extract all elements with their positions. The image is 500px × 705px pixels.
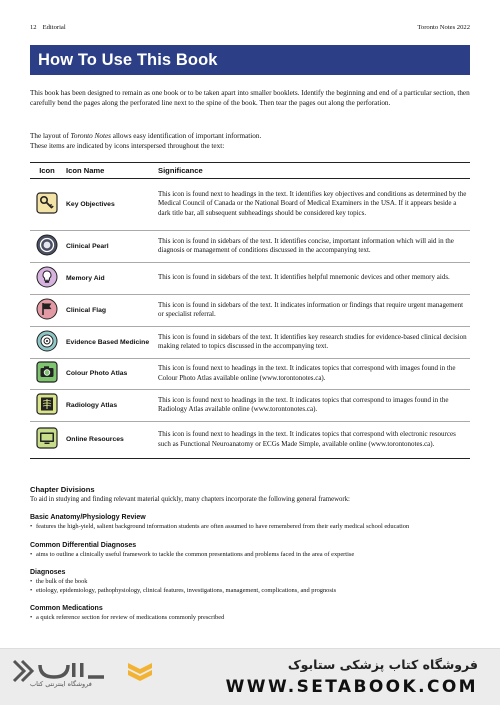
online-resources-icon [36, 427, 58, 452]
header-significance: Significance [158, 163, 470, 179]
page-header [30, 24, 470, 31]
evidence-icon [36, 330, 58, 355]
icon-significance: This icon is found next to headings in the text. It indicates topics that correspond with electronic resources such as Functional Neuroanatomy or ECGs Made Simple, available online (www.torontonotes.ca). [158, 422, 470, 459]
table-row [30, 327, 470, 359]
title-bar [30, 45, 470, 75]
section-name: Editorial [42, 24, 66, 31]
header-icon: Icon [30, 163, 64, 179]
layout-text-after: allows easy identification of important information. [110, 132, 262, 140]
chapter-divisions-intro: To aid in studying and finding relevant material quickly, many chapters incorporate the following general framework: [30, 496, 350, 503]
layout-text-before: The layout of [30, 132, 71, 140]
table-row [30, 295, 470, 327]
chapter-divisions [30, 485, 470, 623]
table-row [30, 263, 470, 295]
icon-significance: This icon is found next to headings in the text. It indicates topics that correspond to images found in the Radiology Atlas available online (www.torontonotes.ca). [158, 390, 470, 422]
list-item: • features the high-yield, salient background information students are often assumed to have remembered from their early medical school education [30, 523, 470, 532]
table-row [30, 359, 470, 390]
icon-name: Clinical Pearl [64, 231, 158, 263]
division-diagnoses [30, 568, 470, 595]
banner-brand-fa: فروشگاه اینترنتی کتاب [30, 680, 92, 688]
icon-name: Colour Photo Atlas [64, 359, 158, 390]
page-number: 12 [30, 24, 37, 31]
icon-name: Radiology Atlas [64, 390, 158, 422]
chapter-divisions-heading: Chapter Divisions [30, 485, 95, 494]
lightbulb-icon [36, 266, 58, 291]
page-title: How To Use This Book [38, 50, 218, 69]
xray-icon [36, 393, 58, 418]
page-header-left [30, 24, 72, 31]
list-item: • the bulk of the book [30, 578, 470, 587]
icons-explanation: These items are indicated by icons interspersed throughout the text: [30, 141, 225, 150]
table-row [30, 422, 470, 459]
flag-icon [36, 298, 58, 323]
icon-significance: This icon is found next to headings in the text. It indicates topics that correspond with images found in the Colour Photo Atlas available online (www.torontonotes.ca). [158, 359, 470, 390]
list-item: • a quick reference section for review of medications commonly prescribed [30, 614, 470, 623]
division-differential [30, 541, 470, 560]
layout-paragraph [30, 132, 470, 151]
table-row [30, 231, 470, 263]
banner-url: WWW.SETABOOK.COM [225, 677, 478, 697]
icon-name: Clinical Flag [64, 295, 158, 327]
icon-significance: This icon is found in sidebars of the text. It identifies key research studies for evidence-based clinical decision making related to topics discussed in the accompanying text. [158, 327, 470, 359]
list-item: • aims to outline a clinically useful framework to tackle the common presentations and problems faced in the area of expertise [30, 551, 470, 560]
running-title: Toronto Notes 2022 [417, 24, 470, 31]
banner-title-fa: فروشگاه کتاب پزشکی ستابوک [287, 657, 478, 672]
icon-table [30, 162, 470, 459]
icon-significance: This icon is found in sidebars of the text. It identifies concise, important information which will aid in the diagnosis or management of conditions discussed in the accompanying text. [158, 231, 470, 263]
division-heading: Basic Anatomy/Physiology Review [30, 514, 146, 521]
icon-table-header [30, 163, 470, 179]
intro-paragraph: This book has been designed to remain as one book or to be taken apart into smaller booklets. Identify the beginning and end of a particular section, then carefully bend the pages along the perforated line next to the spine of the book. Then tear the pages out along the perforation. [30, 89, 470, 107]
book-title-italic: Toronto Notes [70, 132, 111, 140]
division-heading: Diagnoses [30, 569, 66, 577]
table-row [30, 390, 470, 422]
header-icon-name: Icon Name [64, 163, 158, 179]
icon-name: Key Objectives [64, 179, 158, 231]
camera-icon [36, 361, 58, 386]
table-row [30, 179, 470, 231]
icon-significance: This icon is found next to headings in the text. It identifies key objectives and conditions as determined by the Medical Council of Canada or the National Board of Medical Examiners in the USA. If it appears beside a dark title bar, all subsequent subheadings should be considered key topics. [158, 179, 470, 231]
list-item: • etiology, epidemiology, pathophysiology, clinical features, investigations, management, complications, and prognosis [30, 587, 470, 596]
icon-significance: This icon is found in sidebars of the text. It identifies helpful mnemonic devices and other memory aids. [158, 263, 470, 295]
division-anatomy [30, 513, 470, 532]
pearl-icon [36, 234, 58, 259]
division-heading: Common Differential Diagnoses [30, 541, 137, 549]
setabook-banner [0, 648, 500, 705]
icon-name: Evidence Based Medicine [64, 327, 158, 359]
icon-significance: This icon is found in sidebars of the text. It indicates information or findings that require urgent management or specialist referral. [158, 295, 470, 327]
division-heading: Common Medications [30, 605, 103, 613]
icon-name: Online Resources [64, 422, 158, 459]
key-icon [36, 192, 58, 217]
icon-name: Memory Aid [64, 263, 158, 295]
division-medications [30, 604, 470, 623]
